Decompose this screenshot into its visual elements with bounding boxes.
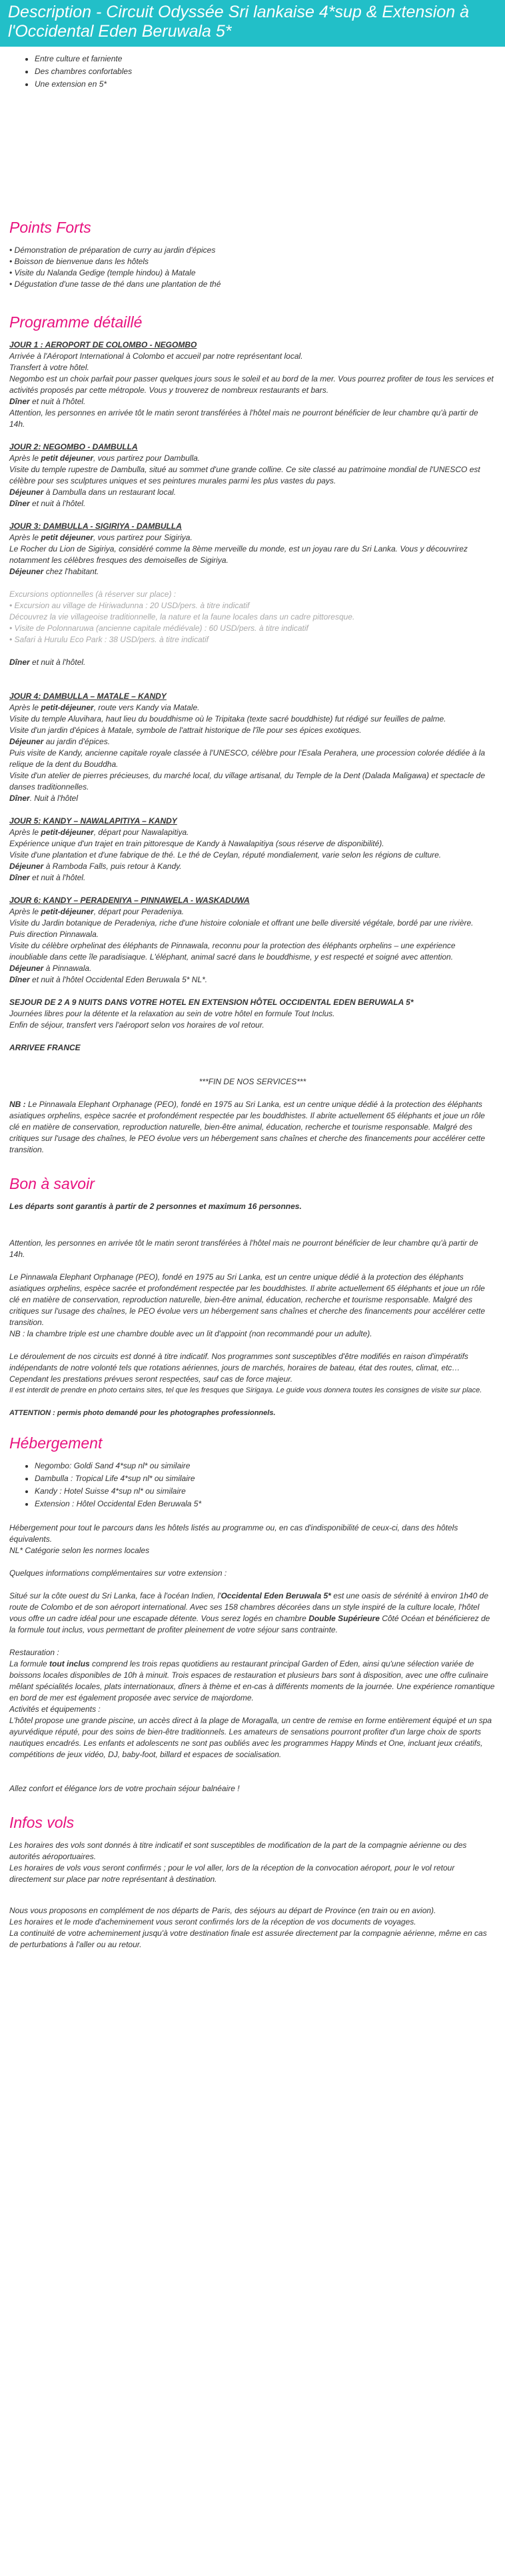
day-block (9, 816, 496, 884)
list-item: • Kandy : Hotel Suisse 4*sup nl* ou similaire (35, 1486, 496, 1497)
excursion-item: Découvrez la vie villageoise traditionnelle, la nature et la faune locales dans un cadre pittoresque. (9, 612, 355, 621)
bold-text: Dîner (9, 975, 30, 984)
fin-block (9, 1065, 496, 1156)
bold-text: Dîner (9, 658, 30, 667)
bold-text: Double Supérieure (308, 1614, 380, 1623)
excursion-item: • Excursion au village de Hiriwadunna : 20 USD/pers. à titre indicatif (9, 601, 250, 610)
text: , départ pour Peradeniya. (93, 907, 185, 916)
intro-bullets (9, 53, 496, 90)
list-item: • Dambulla : Tropical Life 4*sup nl* ou similaire (35, 1473, 496, 1484)
bold-text: Déjeuner (9, 964, 44, 973)
content (0, 53, 505, 1951)
section-heading-hebergement: Hébergement (9, 1434, 103, 1452)
bold-text: Dîner (9, 873, 30, 882)
bas-text: NB : la chambre triple est une chambre double avec un lit d'appoint (non recommandé pour un adulte). (9, 1329, 372, 1338)
heb-text: NL* Catégorie selon les normes locales (9, 1546, 150, 1555)
text: chez l'habitant. (43, 567, 99, 576)
text: Après le (9, 453, 41, 463)
day-text: Visite du célèbre orphelinat des éléphants de Pinnawala, reconnu pour la protection des éléphants orphelins – une expérience inoubliable dans cette île paradisiaque. L'éléphant, animal sacré dans le bouddhisme, y est respecté et soigné avec attention. (9, 941, 456, 962)
arrivee-france: ARRIVEE FRANCE (9, 1043, 81, 1052)
text: . Nuit à l'hôtel (29, 794, 79, 803)
day-text: Expérience unique d'un trajet en train pittoresque de Kandy à Nawalapitiya (sous réserve de disponibilité). (9, 839, 384, 848)
heb-text: Quelques informations complémentaires sur votre extension : (9, 1568, 227, 1578)
list-item: • Démonstration de préparation de curry au jardin d'épices (9, 245, 496, 256)
sejour-block (9, 997, 496, 1031)
section-heading-bon-a-savoir: Bon à savoir (9, 1175, 95, 1192)
bold-text: Dîner (9, 499, 30, 508)
heb-text: Hébergement pour tout le parcours dans les hôtels listés au programme ou, en cas d'indisponibilité de ceux-ci, dans des hôtels équivalents. (9, 1523, 458, 1544)
sejour-text: Enfin de séjour, transfert vers l'aéroport selon vos horaires de vol retour. (9, 1020, 264, 1030)
day-text (9, 906, 496, 918)
list-item: • Extension : Hôtel Occidental Eden Beruwala 5* (35, 1498, 496, 1510)
list-item: • Visite du Nalanda Gedige (temple hindou) à Matale (9, 267, 496, 279)
departs-garantis: Les départs sont garantis à partir de 2 personnes et maximum 16 personnes. (9, 1202, 302, 1211)
bold-text: petit déjeuner (41, 533, 94, 542)
text: , vous partirez pour Dambulla. (93, 453, 201, 463)
day-title: JOUR 5: KANDY – NAWALAPITIYA – KANDY (9, 816, 177, 826)
nb-label: NB : (9, 1100, 26, 1109)
day-text (9, 657, 496, 668)
bas-text: Le déroulement de nos circuits est donné à titre indicatif. Nos programmes sont susceptibles d'être modifiés en raison d'impératifs indépendants de notre volonté tels que rotations aériennes, jours de marchés, horaires de bateau, état des routes, climat, etc… Cependant les prestations prévues seront respectées, sauf cas de force majeur. (9, 1352, 468, 1384)
vols-text: Les horaires et le mode d'acheminement vous seront confirmés lors de la réception de vos documents de voyages. (9, 1917, 416, 1926)
day-text: Visite du temple Aluvihara, haut lieu du bouddhisme où le Tripitaka (texte sacré bouddhiste) fut rédigé sur feuilles de palme. (9, 714, 446, 724)
text: et nuit à l'hôtel. (29, 397, 86, 406)
photo-warning: ATTENTION : permis photo demandé pour les photographes professionnels. (9, 1409, 276, 1417)
day-text (9, 702, 496, 714)
excursion-item: • Safari à Hurulu Eco Park : 38 USD/pers. à titre indicatif (9, 635, 209, 644)
vols-text: Les horaires des vols sont donnés à titre indicatif et sont susceptibles de modification de la part de la compagnie aérienne ou des autorités aéroportuaires. (9, 1840, 467, 1861)
text: et nuit à l'hôtel. (29, 873, 86, 882)
day-text (9, 872, 496, 884)
excursion-item: • Visite de Polonnaruwa (ancienne capitale médiévale) : 60 USD/pers. à titre indicatif (9, 623, 308, 633)
text: et nuit à l'hôtel Occidental Eden Beruwala 5* NL*. (29, 975, 208, 984)
hotel-list (9, 1460, 496, 1510)
excursions-heading: Excursions optionnelles (à réserver sur place) : (9, 589, 177, 599)
day-text: Arrivée à l'Aéroport International à Colombo et accueil par notre représentant local. (9, 351, 303, 361)
sejour-text: Journées libres pour la détente et la relaxation au sein de votre hôtel en formule Tout Inclus. (9, 1009, 335, 1018)
heb-text: L'hôtel propose une grande piscine, un accès direct à la plage de Moragalla, un centre de remise en forme entièrement équipé et un spa ayurvédique réputé, pour des soins de bien-être traditionnels. Les amateurs de sensations pourront profiter d'un large choix de sports nautiques encadrés. Les enfants et adolescents ne sont pas oubliés avec les programmes Happy Minds et One, incluant jeux créatifs, compétitions de jeux vidéo, DJ, baby-foot, billard et espaces de socialisation. (9, 1716, 492, 1759)
nb-paragraph (9, 1099, 496, 1156)
vols-text: Nous vous proposons en complément de nos départs de Paris, des séjours au départ de Province (en train ou en avion). (9, 1906, 436, 1915)
day-block (9, 339, 496, 430)
text: Après le (9, 907, 41, 916)
bold-text: Déjeuner (9, 567, 44, 576)
day-text: Visite d'un atelier de pierres précieuses, du marché local, du village artisanal, du Temple de la Dent (Dalada Maligawa) et spectacle de danses traditionnelles. (9, 771, 486, 792)
day-text (9, 566, 496, 577)
heb-subheading: Activités et équipements : (9, 1704, 101, 1714)
bold-text: petit-déjeuner (41, 907, 94, 916)
day-text: Visite du Jardin botanique de Peradeniya, riche d'une histoire coloniale et offrant une belle diversité végétale, bordé par une rivière. (9, 918, 474, 928)
day-text (9, 487, 496, 498)
day-text: Le Rocher du Lion de Sigiriya, considéré comme la 8ème merveille du monde, est un joyau rare du Sri Lanka. Vous y découvrirez notamment les célèbres fresques des demoiselles de Sigiriya. (9, 544, 468, 565)
bold-text: Dîner (9, 397, 30, 406)
text: comprend les trois repas quotidiens au restaurant principal Garden of Eden, ainsi qu'une sélection variée de boissons locales disponibles de 10h à minuit. Trois espaces de restauration et plusieurs bars sont à disposition, avec une offre culinaire mêlant spécialités locales, plats internationaux, dîners à thème et en-cas à différents moments de la journée. Une expérience romantique en bord de mer est également proposée avec service de majordome. (9, 1659, 495, 1702)
day-text (9, 827, 496, 838)
heb-text: Allez confort et élégance lors de votre prochain séjour balnéaire ! (9, 1784, 240, 1793)
vols-text: La continuité de votre acheminement jusqu'à votre destination finale est assurée directement par la compagnie aérienne, même en cas de perturbations à l'aller ou au retour. (9, 1928, 487, 1949)
day-text: Negombo est un choix parfait pour passer quelques jours sous le soleil et au bord de la mer. Vous pourrez profiter de tous les services et activités proposés par cette métropole. Vous y trouverez de nombreux restaurants et bars. (9, 374, 494, 395)
day-title: JOUR 1 : AEROPORT DE COLOMBO - NEGOMBO (9, 340, 197, 349)
bold-text: Occidental Eden Beruwala 5* (221, 1591, 331, 1600)
sejour-title: SEJOUR DE 2 A 9 NUITS DANS VOTRE HOTEL EN EXTENSION HÔTEL OCCIDENTAL EDEN BERUWALA 5* (9, 998, 414, 1007)
list-item: • Dégustation d'une tasse de thé dans une plantation de thé (9, 279, 496, 290)
day-block (9, 441, 496, 509)
guide-note: Il est interdit de prendre en photo certains sites, tel que les fresques que Sirigaya. Le guide vous donnera toutes les consignes de visite sur place. (9, 1386, 482, 1394)
heb-subheading: Restauration : (9, 1648, 59, 1657)
day-text (9, 963, 496, 974)
text: Après le (9, 703, 41, 712)
bold-text: petit-déjeuner (41, 703, 94, 712)
text: est une oasis de sérénité à environ 1h40 de route de Colombo et de son aéroport international. Avec ses 158 chambres décorées dans un style inspiré de la culture locale, l'hôtel vous offre un cadre idéal pour une escapade détente. Vous serez logés en chambre (9, 1591, 489, 1623)
day-text (9, 974, 496, 986)
heb-text (9, 1658, 496, 1704)
bold-text: petit déjeuner (41, 453, 94, 463)
day-text: Attention, les personnes en arrivée tôt le matin seront transférées à l'hôtel mais ne pourront bénéficier de leur chambre qu'à partir de 14h. (9, 408, 478, 429)
day-text (9, 498, 496, 509)
bold-text: Dîner (9, 794, 30, 803)
day-text (9, 861, 496, 872)
text: Côté Océan et bénéficierez de la formule tout inclus, vous permettant de profiter pleinement de votre séjour sans contrainte. (9, 1614, 490, 1634)
list-item: • Entre culture et farniente (35, 53, 496, 65)
points-forts-list (9, 245, 496, 290)
day-text (9, 532, 496, 543)
list-item: • Des chambres confortables (35, 66, 496, 77)
day-text: Visite d'une plantation et d'une fabrique de thé. Le thé de Ceylan, réputé mondialement, varie selon les régions de culture. (9, 850, 442, 860)
heb-extension (9, 1590, 496, 1636)
bold-text: Déjeuner (9, 487, 44, 497)
day-title: JOUR 3: DAMBULLA - SIGIRIYA - DAMBULLA (9, 521, 182, 531)
nb-text: Le Pinnawala Elephant Orphanage (PEO), fondé en 1975 au Sri Lanka, est un centre unique dédié à la protection des éléphants asiatiques orphelins, espèce sacrée et profondément respectée par les bouddhistes. Il abrite actuellement 65 éléphants et joue un rôle clé en matière de conservation, reproduction naturelle, bien-être animal, éducation, recherche et tourisme responsable. Malgré des critiques sur l'usage des chaînes, le PEO évolue vers un hébergement sans chaînes et cherche des financements pour accélérer cette transition. (9, 1100, 486, 1154)
day-text: Transfert à votre hôtel. (9, 363, 89, 372)
text: Après le (9, 828, 41, 837)
day-block (9, 680, 496, 804)
bold-text: Déjeuner (9, 862, 44, 871)
text: à Dambulla dans un restaurant local. (43, 487, 177, 497)
list-item: • Une extension en 5* (35, 79, 496, 90)
list-item: • Boisson de bienvenue dans les hôtels (9, 256, 496, 267)
fin-services: ***FIN DE NOS SERVICES*** (199, 1077, 306, 1086)
text: Après le (9, 533, 41, 542)
day-text (9, 736, 496, 748)
day-text: Visite du temple rupestre de Dambulla, situé au sommet d'une grande colline. Ce site classé au patrimoine mondial de l'UNESCO est célèbre pour ses sculptures uniques et ses peintures murales parmi les plus vastes du pays. (9, 465, 480, 485)
text: , route vers Kandy via Matale. (93, 703, 200, 712)
day-text: Puis visite de Kandy, ancienne capitale royale classée à l'UNESCO, célèbre pour l'Esala Perahera, une procession colorée dédiée à la relique de la dent du Bouddha. (9, 748, 486, 769)
day-text (9, 396, 496, 407)
text: au jardin d'épices. (43, 737, 111, 746)
section-heading-programme: Programme détaillé (9, 313, 143, 331)
text: à Ramboda Falls, puis retour à Kandy. (43, 862, 182, 871)
bold-text: petit-déjeuner (41, 828, 94, 837)
page-title: Description - Circuit Odyssée Sri lankaise 4*sup & Extension à l'Occidental Eden Beruwala 5* (0, 0, 505, 47)
list-item: • Negombo: Goldi Sand 4*sup nl* ou similaire (35, 1460, 496, 1472)
day-block (9, 895, 496, 986)
section-heading-infos-vols: Infos vols (9, 1814, 75, 1831)
text: Situé sur la côte ouest du Sri Lanka, face à l'océan Indien, l' (9, 1591, 221, 1600)
bas-text: Le Pinnawala Elephant Orphanage (PEO), fondé en 1975 au Sri Lanka, est un centre unique dédié à la protection des éléphants asiatiques orphelins, espèce sacrée et profondément respectée par les bouddhistes. Il abrite actuellement 65 éléphants et joue un rôle clé en matière de conservation, reproduction naturelle, bien-être animal, éducation, recherche et tourisme responsable. Malgré des critiques sur l'usage des chaînes, le PEO évolue vers un hébergement sans chaînes et cherche des financements pour accélérer cette transition. (9, 1272, 486, 1327)
day-title: JOUR 2: NEGOMBO - DAMBULLA (9, 442, 138, 451)
text: et nuit à l'hôtel. (29, 658, 86, 667)
bas-text: Attention, les personnes en arrivée tôt le matin seront transférées à l'hôtel mais ne pourront bénéficier de leur chambre qu'à partir de 14h. (9, 1238, 478, 1259)
text: et nuit à l'hôtel. (29, 499, 86, 508)
day-block (9, 521, 496, 668)
day-text (9, 453, 496, 464)
day-text: Visite d'un jardin d'épices à Matale, symbole de l'attrait historique de l'île pour ses épices exotiques. (9, 726, 362, 735)
text: , départ pour Nawalapitiya. (93, 828, 189, 837)
bold-text: Déjeuner (9, 737, 44, 746)
day-title: JOUR 4: DAMBULLA – MATALE – KANDY (9, 692, 167, 701)
day-text: Puis direction Pinnawala. (9, 930, 99, 939)
day-title: JOUR 6: KANDY – PERADENIYA – PINNAWELA - WASKADUWA (9, 896, 250, 905)
text: La formule (9, 1659, 50, 1668)
bold-text: tout inclus (49, 1659, 90, 1668)
vols-text: Les horaires de vols vous seront confirmés ; pour le vol aller, lors de la réception de la convocation aéroport, pour le vol retour directement sur place par notre représentant à destination. (9, 1863, 455, 1884)
day-text (9, 793, 496, 804)
text: à Pinnawala. (43, 964, 92, 973)
text: , vous partirez pour Sigiriya. (93, 533, 193, 542)
arrivee-block (9, 1042, 496, 1054)
section-heading-points-forts: Points Forts (9, 219, 91, 236)
